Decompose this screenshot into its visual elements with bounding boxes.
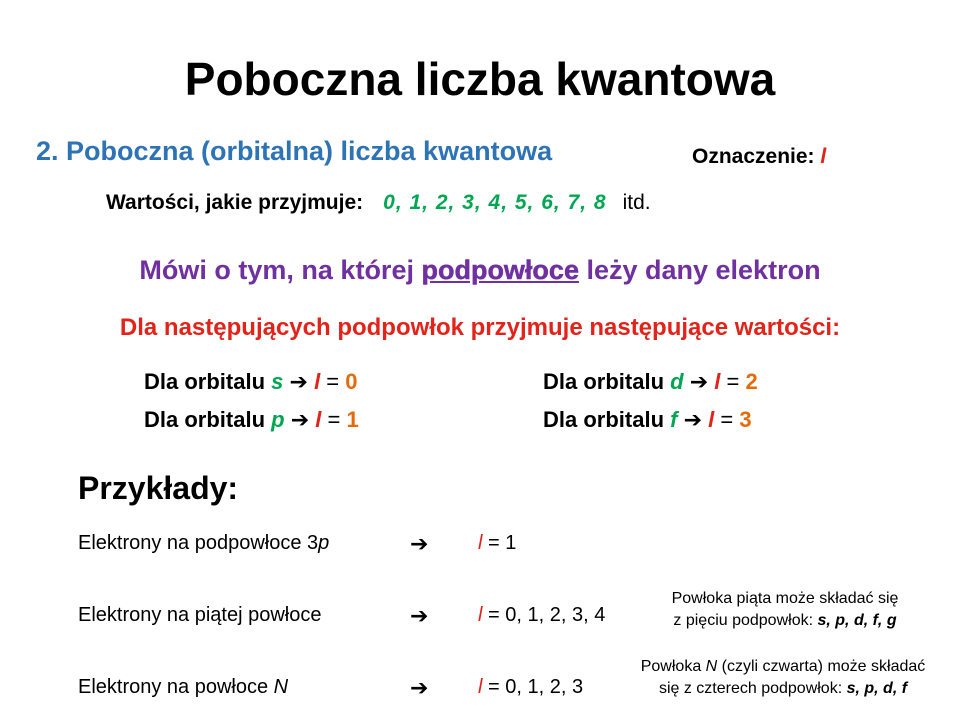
note-line-2 bbox=[630, 610, 940, 632]
l-symbol: l bbox=[314, 369, 321, 394]
note-subshell-list: s, p, d, f bbox=[846, 680, 908, 697]
equals: = bbox=[714, 407, 740, 432]
orbital-s-line bbox=[144, 369, 358, 395]
values-line bbox=[106, 191, 651, 215]
l-symbol: l bbox=[714, 369, 721, 394]
arrow-icon: ➔ bbox=[689, 369, 709, 394]
example-2-result bbox=[478, 604, 605, 627]
subtitle bbox=[36, 136, 552, 167]
arrow-icon: ➔ bbox=[683, 407, 703, 432]
subshells-heading: Dla następujących podpowłok przyjmuje następujące wartości: bbox=[119, 314, 841, 341]
example-1-text bbox=[78, 532, 329, 555]
example-2-text bbox=[78, 604, 321, 627]
l-symbol: l bbox=[315, 407, 322, 432]
note-line-2-prefix: z pięciu podpowłok: bbox=[673, 612, 818, 629]
example-3-result bbox=[478, 676, 583, 699]
equals: = bbox=[720, 369, 746, 394]
example-result: = 1 bbox=[482, 532, 517, 554]
values-label: Wartości, jakie przyjmuje: bbox=[106, 191, 364, 214]
designation-symbol: l bbox=[820, 145, 827, 168]
description-line bbox=[0, 255, 960, 286]
orbital-letter: p bbox=[271, 407, 285, 432]
l-symbol: l bbox=[478, 676, 483, 698]
orbital-d-line bbox=[543, 369, 758, 395]
orbital-label: Dla orbitalu bbox=[543, 407, 671, 432]
orbital-value: 0 bbox=[345, 369, 358, 394]
example-prefix: Elektrony na podpowłoce 3 bbox=[78, 532, 319, 554]
description-prefix: Mówi o tym, na której bbox=[139, 255, 422, 285]
values-suffix: itd. bbox=[622, 191, 651, 214]
note-italic-n: N bbox=[705, 658, 718, 675]
description-highlight: podpowłoce bbox=[421, 255, 579, 285]
values-list: 0, 1, 2, 3, 4, 5, 6, 7, 8 bbox=[383, 191, 607, 214]
equals: = bbox=[320, 369, 346, 394]
note-line-1-prefix: Powłoka bbox=[640, 658, 706, 675]
note-line-1-suffix: (czyli czwarta) może składać bbox=[717, 658, 926, 675]
note-line-2-prefix: się z czterech podpowłok: bbox=[658, 680, 847, 697]
arrow-icon: ➔ bbox=[410, 675, 429, 700]
orbital-value: 2 bbox=[745, 369, 758, 394]
page-title: Poboczna liczba kwantowa bbox=[184, 53, 776, 105]
example-prefix: Elektrony na piątej powłoce bbox=[78, 604, 322, 626]
example-result: = 0, 1, 2, 3 bbox=[482, 676, 584, 698]
orbital-value: 3 bbox=[739, 407, 752, 432]
orbital-label: Dla orbitalu bbox=[144, 407, 272, 432]
example-1-result bbox=[478, 532, 516, 555]
designation-label: Oznaczenie: bbox=[692, 145, 821, 168]
example-prefix: Elektrony na powłoce bbox=[78, 676, 274, 698]
l-symbol: l bbox=[478, 532, 483, 554]
orbital-f-line bbox=[543, 407, 752, 433]
example-3-text bbox=[78, 676, 288, 699]
orbital-letter: s bbox=[271, 369, 284, 394]
note-subshell-list: s, p, d, f, g bbox=[817, 612, 897, 629]
l-symbol: l bbox=[708, 407, 715, 432]
orbital-letter: d bbox=[670, 369, 684, 394]
arrow-icon: ➔ bbox=[290, 407, 310, 432]
note-line-1: Powłoka piąta może składać się bbox=[671, 590, 899, 607]
examples-heading: Przykłady: bbox=[78, 470, 239, 506]
orbital-p-line bbox=[144, 407, 359, 433]
designation bbox=[692, 145, 826, 169]
subtitle-text: 2. Poboczna (orbitalna) liczba kwantowa bbox=[36, 136, 553, 166]
note-line-1 bbox=[606, 656, 960, 678]
description-suffix: leży dany elektron bbox=[578, 255, 821, 285]
arrow-icon: ➔ bbox=[410, 531, 429, 556]
orbital-label: Dla orbitalu bbox=[144, 369, 272, 394]
example-italic: p bbox=[318, 532, 330, 554]
note-fifth-shell bbox=[630, 588, 940, 632]
orbital-label: Dla orbitalu bbox=[543, 369, 671, 394]
arrow-icon: ➔ bbox=[289, 369, 308, 394]
l-symbol: l bbox=[478, 604, 483, 626]
arrow-icon: ➔ bbox=[410, 603, 429, 628]
orbital-letter: f bbox=[670, 407, 678, 432]
note-shell-n bbox=[606, 656, 960, 700]
example-italic: N bbox=[273, 676, 289, 698]
equals: = bbox=[321, 407, 347, 432]
orbital-value: 1 bbox=[346, 407, 359, 432]
note-line-2 bbox=[606, 678, 960, 700]
example-result: = 0, 1, 2, 3, 4 bbox=[482, 604, 606, 626]
